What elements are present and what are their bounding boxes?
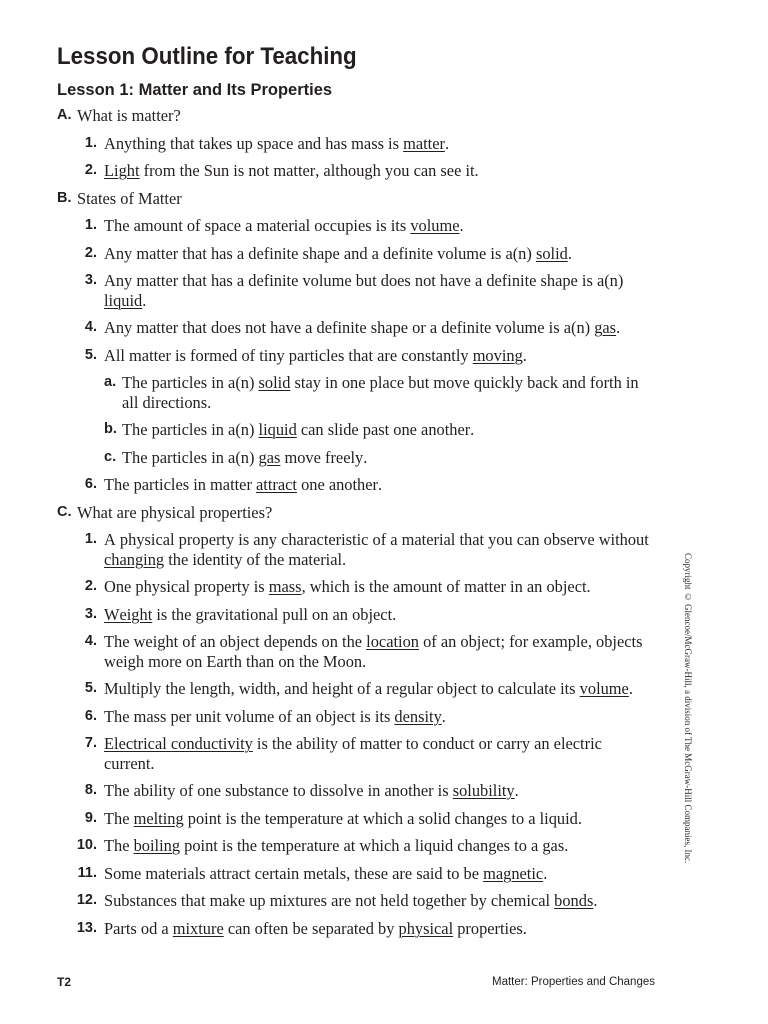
item-label: 8. xyxy=(84,782,97,798)
answer-blank: mixture xyxy=(172,918,224,938)
item-label: 6. xyxy=(84,476,97,492)
answer-blank: liquid xyxy=(258,420,297,439)
item-label: 9. xyxy=(84,809,97,826)
item-label: 5. xyxy=(84,680,97,696)
item-text xyxy=(104,318,620,338)
answer-blank: boiling xyxy=(133,836,181,855)
text-segment: The particles in matter xyxy=(104,475,257,494)
text-segment: The xyxy=(104,808,134,828)
subitem-b-5-b xyxy=(0,420,768,440)
item-c-2 xyxy=(0,577,768,597)
subitem-text xyxy=(122,373,639,412)
text-segment: from the Sun is not matter, although you can see it. xyxy=(139,161,479,180)
answer-blank: solid xyxy=(258,373,291,392)
answer-blank: physical xyxy=(398,918,454,938)
item-text xyxy=(104,809,582,829)
text-segment: The particles in a(n) xyxy=(122,447,259,467)
section-c xyxy=(0,503,768,523)
item-text xyxy=(104,679,633,699)
item-c-10 xyxy=(0,836,768,856)
item-label: 3. xyxy=(84,272,97,288)
answer-blank: magnetic xyxy=(483,863,544,883)
item-text xyxy=(104,161,479,181)
subitem-label: a. xyxy=(104,374,117,390)
text-segment: The weight of an object depends on the xyxy=(104,632,367,651)
item-c-6 xyxy=(0,707,768,727)
item-text xyxy=(104,216,464,236)
item-c-7 xyxy=(0,734,768,773)
text-segment: properties. xyxy=(453,918,527,938)
text-segment: , which is the amount of matter in an object. xyxy=(301,577,591,596)
item-b-3 xyxy=(0,271,768,310)
text-segment: of an object; for example, objects weigh more on Earth than on the Moon. xyxy=(104,632,643,671)
answer-blank: liquid xyxy=(104,290,143,310)
item-c-11 xyxy=(0,864,768,884)
item-label: 1. xyxy=(84,134,97,151)
subitem-b-5-a xyxy=(0,373,768,412)
subitem-label: c. xyxy=(104,448,117,465)
section-label: B. xyxy=(57,189,72,206)
item-text xyxy=(104,346,527,366)
text-segment: Multiply the length, width, and height of a regular object to calculate its xyxy=(104,679,580,698)
item-text xyxy=(104,577,591,597)
answer-blank: location xyxy=(366,632,419,651)
text-segment: can slide past one another. xyxy=(296,420,475,439)
text-segment: point is the temperature at which a solid changes to a liquid. xyxy=(183,808,582,828)
item-label: 3. xyxy=(84,605,97,622)
item-text xyxy=(104,475,382,495)
answer-blank: Electrical conductivity xyxy=(104,734,253,753)
item-text xyxy=(104,836,568,856)
item-text xyxy=(104,919,527,939)
item-c-9 xyxy=(0,809,768,829)
item-c-1 xyxy=(0,530,768,569)
text-segment: . xyxy=(142,290,147,310)
text-segment: stay in one place but move quickly back and forth in all directions. xyxy=(122,373,639,412)
answer-blank: volume xyxy=(410,216,460,235)
item-text xyxy=(104,530,649,569)
text-segment: . xyxy=(444,133,450,153)
item-label: 12. xyxy=(76,892,97,908)
text-segment: . xyxy=(514,781,519,800)
text-segment: The amount of space a material occupies is its xyxy=(104,216,411,235)
item-c-8 xyxy=(0,781,768,801)
text-segment: Anything that takes up space and has mass is xyxy=(104,133,404,153)
section-title: What is matter? xyxy=(77,106,181,125)
item-label: 2. xyxy=(84,162,97,178)
item-label: 2. xyxy=(84,578,97,594)
text-segment: . xyxy=(441,706,446,726)
text-segment: A physical property is any characteristic of a material that you can observe without xyxy=(104,530,649,549)
text-segment: . xyxy=(522,345,527,365)
text-segment: Any matter that has a definite shape and a definite volume is a(n) xyxy=(104,243,536,263)
text-segment: The ability of one substance to dissolve in another is xyxy=(104,781,453,800)
item-label: 6. xyxy=(84,707,97,724)
item-text xyxy=(104,605,396,625)
item-c-13 xyxy=(0,919,768,939)
answer-blank: moving xyxy=(472,345,523,365)
text-segment: All matter is formed of tiny particles that are constantly xyxy=(104,345,473,365)
subitem-b-5-c xyxy=(0,448,768,468)
text-segment: point is the temperature at which a liquid changes to a gas. xyxy=(180,836,569,855)
chapter-title: Matter: Properties and Changes xyxy=(491,976,655,988)
item-text xyxy=(104,781,519,801)
item-b-2 xyxy=(0,244,768,264)
answer-blank: gas xyxy=(594,318,617,337)
item-text xyxy=(104,271,623,310)
text-segment: Some materials attract certain metals, these are said to be xyxy=(104,863,484,883)
item-label: 11. xyxy=(77,864,97,881)
section-a xyxy=(0,106,768,126)
item-label: 1. xyxy=(84,531,97,547)
text-segment: one another. xyxy=(296,475,383,494)
item-b-5 xyxy=(0,346,768,366)
text-segment: Parts od a xyxy=(104,918,173,938)
item-b-4 xyxy=(0,318,768,338)
subitem-label: b. xyxy=(104,421,117,437)
text-segment: The mass per unit volume of an object is its xyxy=(104,706,395,726)
item-text xyxy=(104,734,602,773)
item-text xyxy=(104,864,547,884)
section-title: States of Matter xyxy=(77,188,182,208)
item-label: 4. xyxy=(84,319,97,335)
answer-blank: solubility xyxy=(452,781,515,800)
answer-blank: mass xyxy=(268,577,302,596)
lesson-outline xyxy=(0,106,768,946)
answer-blank: bonds xyxy=(554,891,594,910)
item-text xyxy=(104,632,642,671)
answer-blank: volume xyxy=(579,679,629,698)
item-label: 5. xyxy=(84,346,97,363)
section-label: A. xyxy=(57,107,72,123)
item-label: 2. xyxy=(84,244,97,261)
text-segment: move freely. xyxy=(280,447,368,467)
section-b xyxy=(0,189,768,209)
subitem-text xyxy=(122,448,367,468)
text-segment: Substances that make up mixtures are not held together by chemical xyxy=(104,891,555,910)
text-segment: . xyxy=(567,243,572,263)
section-title: What are physical properties? xyxy=(77,502,273,522)
text-segment: . xyxy=(543,863,548,883)
item-c-3 xyxy=(0,605,768,625)
text-segment: the identity of the material. xyxy=(164,549,347,569)
answer-blank: melting xyxy=(133,808,184,828)
answer-blank: gas xyxy=(258,447,281,467)
text-segment: One physical property is xyxy=(104,577,269,596)
text-segment: The particles in a(n) xyxy=(122,373,259,392)
item-text xyxy=(104,244,572,264)
text-segment: . xyxy=(616,318,621,337)
item-label: 10. xyxy=(76,837,97,853)
subitem-text xyxy=(122,420,474,440)
item-text xyxy=(104,891,597,911)
item-c-4 xyxy=(0,632,768,671)
text-segment: Any matter that does not have a definite shape or a definite volume is a(n) xyxy=(104,318,595,337)
item-label: 4. xyxy=(84,633,97,649)
text-segment: Any matter that has a definite volume but does not have a definite shape is a(n) xyxy=(104,271,624,290)
item-c-12 xyxy=(0,891,768,911)
answer-blank: attract xyxy=(256,475,297,494)
item-c-5 xyxy=(0,679,768,699)
answer-blank: matter xyxy=(403,133,445,153)
answer-blank: changing xyxy=(104,549,165,569)
text-segment: . xyxy=(628,679,633,698)
text-segment: is the ability of matter to conduct or carry an electric current. xyxy=(104,734,602,773)
item-text xyxy=(104,707,446,727)
item-b-1 xyxy=(0,216,768,236)
text-segment: can often be separated by xyxy=(223,918,399,938)
item-label: 13. xyxy=(76,919,97,936)
item-b-6 xyxy=(0,475,768,495)
page-number: T2 xyxy=(57,975,72,989)
text-segment: The xyxy=(104,836,134,855)
item-a-2 xyxy=(0,161,768,181)
answer-blank: solid xyxy=(535,243,568,263)
item-a-1 xyxy=(0,134,768,154)
answer-blank: Light xyxy=(104,161,140,180)
answer-blank: density xyxy=(394,706,442,726)
item-text xyxy=(104,134,449,154)
page-title: Lesson Outline for Teaching xyxy=(57,43,357,70)
item-label: 1. xyxy=(84,217,97,233)
text-segment: The particles in a(n) xyxy=(122,420,259,439)
text-segment: . xyxy=(593,891,598,910)
text-segment: is the gravitational pull on an object. xyxy=(152,604,397,624)
copyright-notice: Copyright © Glencoe/McGraw-Hill, a division of The McGraw-Hill Companies, Inc. xyxy=(683,553,693,864)
answer-blank: Weight xyxy=(104,604,153,624)
item-label: 7. xyxy=(84,735,97,751)
lesson-title: Lesson 1: Matter and Its Properties xyxy=(57,81,333,99)
text-segment: . xyxy=(459,216,464,235)
section-label: C. xyxy=(57,503,72,520)
